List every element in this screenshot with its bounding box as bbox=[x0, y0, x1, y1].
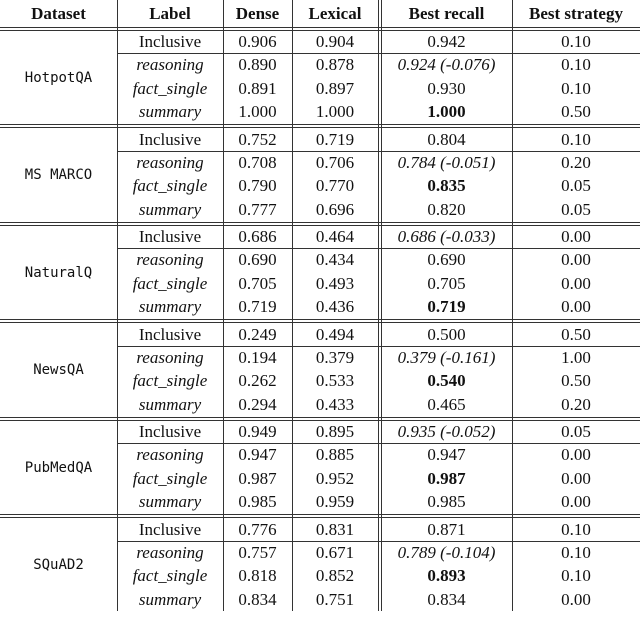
label-cell: summary bbox=[138, 102, 202, 122]
best-strategy-cell: 0.10 bbox=[561, 566, 591, 586]
best-recall-cell: 0.500 bbox=[427, 324, 466, 344]
best-recall-cell: 0.924 (-0.076) bbox=[397, 55, 496, 74]
best-strategy-cell: 0.05 bbox=[561, 176, 591, 196]
best-recall-cell: 0.789 (-0.104) bbox=[397, 542, 496, 562]
best-recall-cell: 0.465 bbox=[427, 394, 466, 414]
best-strategy-cell: 0.00 bbox=[561, 468, 591, 488]
lexical-cell: 0.706 bbox=[315, 152, 355, 172]
dataset-name: HotpotQA bbox=[24, 69, 93, 86]
label-cell: summary bbox=[138, 199, 202, 219]
best-strategy-cell: 0.00 bbox=[561, 492, 591, 512]
label-cell: fact_single bbox=[132, 566, 208, 586]
best-strategy-cell: 0.50 bbox=[561, 324, 591, 344]
lexical-cell: 0.895 bbox=[315, 422, 355, 441]
dense-cell: 0.834 bbox=[238, 589, 277, 609]
dataset-name: NaturalQ bbox=[24, 264, 93, 281]
dense-cell: 0.690 bbox=[238, 250, 277, 269]
best-strategy-cell: 0.50 bbox=[561, 371, 591, 391]
label-cell: summary bbox=[138, 589, 202, 609]
header-dense: Dense bbox=[235, 3, 280, 23]
label-cell: summary bbox=[138, 297, 202, 317]
column-rule bbox=[381, 0, 382, 611]
best-recall-cell: 0.835 bbox=[427, 176, 466, 196]
dense-cell: 0.776 bbox=[238, 519, 277, 539]
dense-cell: 0.906 bbox=[238, 32, 277, 51]
best-strategy-cell: 0.00 bbox=[561, 227, 591, 246]
best-recall-cell: 0.705 bbox=[427, 273, 466, 293]
best-recall-cell: 0.985 bbox=[427, 492, 466, 512]
column-rule bbox=[117, 0, 118, 611]
label-cell: reasoning bbox=[136, 445, 204, 464]
best-strategy-cell: 0.05 bbox=[561, 422, 591, 441]
lexical-cell: 0.751 bbox=[315, 589, 355, 609]
best-recall-cell: 0.820 bbox=[427, 199, 466, 219]
header-dataset: Dataset bbox=[31, 3, 86, 23]
lexical-cell: 0.897 bbox=[315, 78, 355, 98]
label-cell: fact_single bbox=[132, 371, 208, 391]
best-recall-cell: 0.690 bbox=[427, 250, 466, 269]
best-recall-cell: 0.540 bbox=[427, 371, 466, 391]
label-cell: fact_single bbox=[132, 273, 208, 293]
label-cell: fact_single bbox=[132, 176, 208, 196]
dense-cell: 0.262 bbox=[238, 371, 277, 391]
best-strategy-cell: 0.00 bbox=[561, 273, 591, 293]
header-rule bbox=[0, 27, 640, 28]
dense-cell: 0.890 bbox=[238, 55, 277, 74]
label-cell: Inclusive bbox=[138, 227, 202, 246]
best-strategy-cell: 0.10 bbox=[561, 78, 591, 98]
best-recall-cell: 0.987 bbox=[427, 468, 466, 488]
lexical-cell: 0.852 bbox=[315, 566, 355, 586]
best-strategy-cell: 0.10 bbox=[561, 32, 591, 51]
lexical-cell: 0.533 bbox=[315, 371, 355, 391]
label-cell: reasoning bbox=[136, 542, 204, 562]
label-cell: reasoning bbox=[136, 55, 204, 74]
lexical-cell: 0.770 bbox=[315, 176, 355, 196]
lexical-cell: 0.494 bbox=[315, 324, 355, 344]
best-recall-cell: 0.930 bbox=[427, 78, 466, 98]
best-strategy-cell: 0.20 bbox=[561, 152, 591, 172]
best-recall-cell: 0.804 bbox=[427, 129, 466, 149]
dense-cell: 0.708 bbox=[238, 152, 277, 172]
dense-cell: 0.947 bbox=[238, 445, 277, 464]
lexical-cell: 0.696 bbox=[315, 199, 355, 219]
best-strategy-cell: 0.10 bbox=[561, 542, 591, 562]
dense-cell: 0.294 bbox=[238, 394, 277, 414]
best-strategy-cell: 0.00 bbox=[561, 250, 591, 269]
best-recall-cell: 0.893 bbox=[427, 566, 466, 586]
best-recall-cell: 0.942 bbox=[427, 32, 466, 51]
dataset-name: MS MARCO bbox=[24, 167, 93, 183]
best-strategy-cell: 0.50 bbox=[561, 102, 591, 122]
lexical-cell: 0.671 bbox=[315, 542, 355, 562]
label-cell: reasoning bbox=[136, 152, 204, 172]
best-strategy-cell: 0.00 bbox=[561, 589, 591, 609]
lexical-cell: 1.000 bbox=[315, 102, 355, 122]
best-strategy-cell: 0.20 bbox=[561, 394, 591, 414]
dense-cell: 1.000 bbox=[238, 102, 277, 122]
column-rule bbox=[292, 0, 293, 611]
dense-cell: 0.987 bbox=[238, 468, 277, 488]
best-recall-cell: 0.719 bbox=[427, 297, 466, 317]
dense-cell: 0.949 bbox=[238, 422, 277, 441]
best-recall-cell: 0.784 (-0.051) bbox=[397, 152, 496, 172]
lexical-cell: 0.878 bbox=[315, 55, 355, 74]
lexical-cell: 0.433 bbox=[315, 394, 355, 414]
label-cell: Inclusive bbox=[138, 129, 202, 149]
header-lexical: Lexical bbox=[308, 3, 362, 23]
best-recall-cell: 0.834 bbox=[427, 589, 466, 609]
best-strategy-cell: 0.10 bbox=[561, 129, 591, 149]
header-label: Label bbox=[149, 3, 191, 23]
best-recall-cell: 0.871 bbox=[427, 519, 466, 539]
best-strategy-cell: 0.00 bbox=[561, 297, 591, 317]
label-cell: summary bbox=[138, 394, 202, 414]
best-strategy-cell: 0.10 bbox=[561, 55, 591, 74]
dense-cell: 0.719 bbox=[238, 297, 277, 317]
label-cell: fact_single bbox=[132, 78, 208, 98]
label-cell: reasoning bbox=[136, 250, 204, 269]
label-cell: Inclusive bbox=[138, 519, 202, 539]
column-rule bbox=[512, 0, 513, 611]
dense-cell: 0.705 bbox=[238, 273, 277, 293]
column-rule bbox=[223, 0, 224, 611]
header-best-recall: Best recall bbox=[408, 3, 485, 23]
column-rule bbox=[378, 0, 379, 611]
dense-cell: 0.752 bbox=[238, 129, 277, 149]
header-best-strategy: Best strategy bbox=[529, 3, 623, 23]
best-strategy-cell: 1.00 bbox=[561, 347, 591, 367]
lexical-cell: 0.885 bbox=[315, 445, 355, 464]
lexical-cell: 0.831 bbox=[315, 519, 355, 539]
dense-cell: 0.891 bbox=[238, 78, 277, 98]
dense-cell: 0.249 bbox=[238, 324, 277, 344]
label-cell: Inclusive bbox=[138, 422, 202, 441]
dense-cell: 0.790 bbox=[238, 176, 277, 196]
lexical-cell: 0.959 bbox=[315, 492, 355, 512]
dataset-name: PubMedQA bbox=[24, 459, 93, 476]
best-strategy-cell: 0.10 bbox=[561, 519, 591, 539]
group-rule bbox=[0, 124, 640, 125]
dense-cell: 0.757 bbox=[238, 542, 277, 562]
best-recall-cell: 0.935 (-0.052) bbox=[397, 422, 496, 441]
dense-cell: 0.686 bbox=[238, 227, 277, 246]
lexical-cell: 0.436 bbox=[315, 297, 355, 317]
group-rule bbox=[0, 417, 640, 418]
lexical-cell: 0.464 bbox=[315, 227, 355, 246]
lexical-cell: 0.904 bbox=[315, 32, 355, 51]
lexical-cell: 0.952 bbox=[315, 468, 355, 488]
group-rule bbox=[0, 319, 640, 320]
dataset-name: SQuAD2 bbox=[33, 557, 84, 573]
label-cell: reasoning bbox=[136, 347, 204, 367]
best-recall-cell: 1.000 bbox=[427, 102, 466, 122]
lexical-cell: 0.434 bbox=[315, 250, 355, 269]
best-recall-cell: 0.686 (-0.033) bbox=[397, 227, 496, 246]
dataset-name: NewsQA bbox=[33, 362, 84, 378]
best-recall-cell: 0.379 (-0.161) bbox=[397, 347, 496, 367]
group-rule bbox=[0, 222, 640, 223]
dense-cell: 0.194 bbox=[238, 347, 277, 367]
dense-cell: 0.985 bbox=[238, 492, 277, 512]
dense-cell: 0.777 bbox=[238, 199, 277, 219]
lexical-cell: 0.379 bbox=[315, 347, 355, 367]
label-cell: summary bbox=[138, 492, 202, 512]
label-cell: Inclusive bbox=[138, 32, 202, 51]
dense-cell: 0.818 bbox=[238, 566, 277, 586]
group-rule bbox=[0, 514, 640, 515]
best-strategy-cell: 0.00 bbox=[561, 445, 591, 464]
best-strategy-cell: 0.05 bbox=[561, 199, 591, 219]
label-cell: Inclusive bbox=[138, 324, 202, 344]
lexical-cell: 0.493 bbox=[315, 273, 355, 293]
lexical-cell: 0.719 bbox=[315, 129, 355, 149]
best-recall-cell: 0.947 bbox=[427, 445, 466, 464]
label-cell: fact_single bbox=[132, 468, 208, 488]
